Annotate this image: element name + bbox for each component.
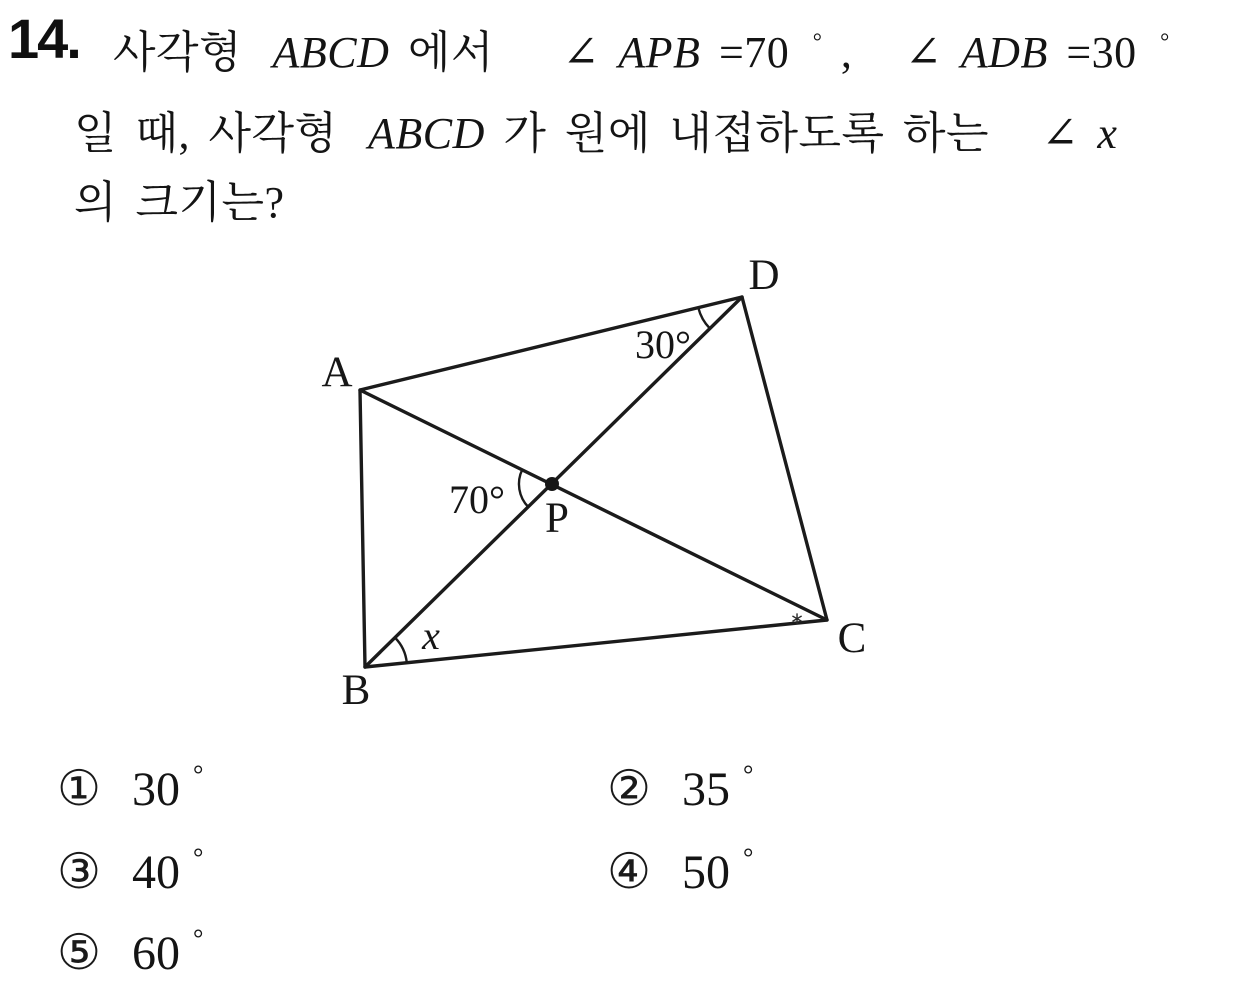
angle-arc-d [698, 308, 710, 329]
vertex-label-d: D [748, 252, 780, 299]
math-angle-apb: APB [618, 28, 701, 77]
vertex-label-c: C [837, 615, 867, 662]
degree-symbol: ° [192, 924, 204, 953]
option-2-value: 35 [681, 763, 730, 816]
question-text-kr: 일 때, 사각형 [74, 109, 338, 158]
degree-symbol: ° [192, 843, 204, 872]
question-line-1 [113, 16, 1170, 80]
option-1-value: 30 [131, 763, 180, 816]
math-quad-name: ABCD [272, 28, 390, 77]
math-equals-30: =30 [1066, 28, 1137, 77]
vertex-label-a: A [321, 349, 353, 396]
option-3-circled-number: ③ [57, 843, 101, 900]
option-4 [607, 843, 753, 900]
degree-symbol: ° [812, 29, 823, 55]
option-3 [57, 843, 203, 900]
question-line-2 [74, 97, 1117, 161]
degree-symbol: ° [192, 760, 204, 789]
question-text-kr: 가 원에 내접하도록 하는 [503, 109, 989, 158]
angle-arc-p [519, 470, 528, 508]
quadrilateral-outline [360, 297, 827, 667]
point-p-dot [545, 477, 559, 491]
angle-symbol: ∠ [904, 28, 943, 77]
option-3-value: 40 [131, 846, 180, 899]
option-5-value: 60 [131, 927, 180, 980]
math-angle-adb: ADB [960, 28, 1048, 77]
math-equals-70: =70 [718, 28, 790, 77]
math-angle-x: x [1097, 109, 1118, 158]
vertex-label-b: B [341, 667, 371, 714]
comma: , [840, 28, 853, 77]
angle-value-x: x [422, 613, 440, 658]
option-4-circled-number: ④ [607, 843, 651, 900]
diagonal-ac [360, 390, 827, 620]
question-text-kr: 의 크기는? [74, 178, 285, 227]
option-2 [607, 760, 753, 817]
angle-symbol: ∠ [562, 28, 600, 77]
question-line-3 [74, 166, 285, 230]
option-1 [57, 760, 203, 817]
option-5 [57, 924, 203, 981]
angle-value-adb: 30° [635, 322, 691, 367]
degree-symbol: ° [742, 843, 754, 872]
degree-symbol: ° [1160, 29, 1170, 55]
angle-value-apb: 70° [449, 477, 505, 522]
question-text-kr: 사각형 [113, 28, 243, 77]
degree-symbol: ° [742, 760, 754, 789]
angle-arc-b [395, 638, 407, 663]
vertex-label-p: P [545, 495, 569, 542]
option-5-circled-number: ⑤ [57, 924, 101, 981]
option-4-value: 50 [681, 846, 730, 899]
option-2-circled-number: ② [607, 760, 651, 817]
geometry-diagram [290, 235, 910, 735]
question-number: 14. [8, 7, 80, 70]
math-quad-name: ABCD [368, 109, 485, 158]
question-text-kr: 에서 [407, 28, 494, 77]
option-1-circled-number: ① [57, 760, 101, 817]
artifact-mark: ∗ [789, 609, 805, 629]
angle-symbol: ∠ [1041, 109, 1079, 158]
